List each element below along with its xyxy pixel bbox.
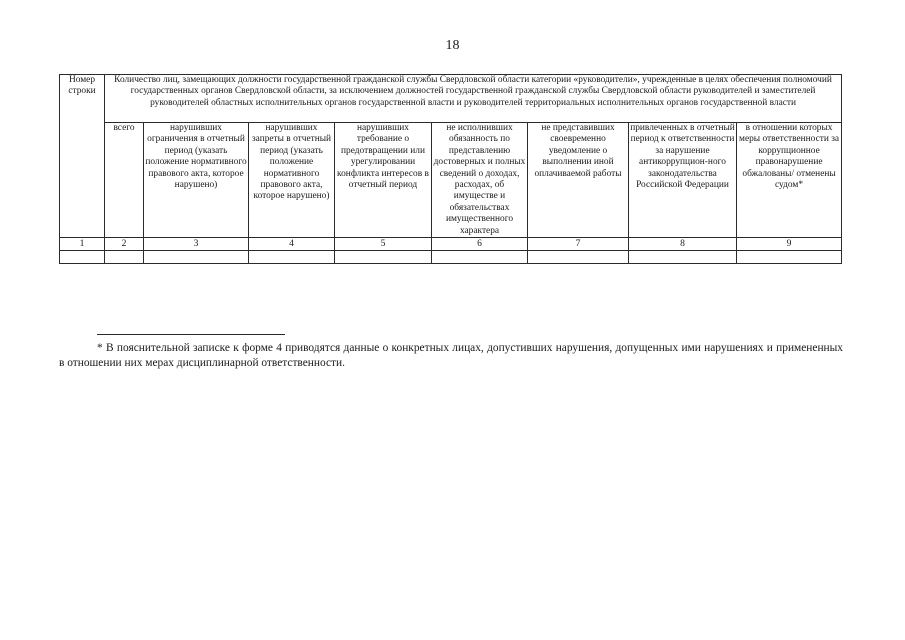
column-header-income-declaration: не исполнивших обязанность по представлению достоверных и полных сведений о доходах, расходах, об имуществе и обязательствах имущественного характера	[432, 123, 528, 238]
column-number: 9	[737, 238, 842, 251]
header-row-columns	[60, 123, 842, 238]
data-cell	[528, 251, 629, 264]
column-header-appealed: в отношении которых меры ответственности за коррупционное правонарушение обжалованы/ отменены судом*	[737, 123, 842, 238]
header-row-group	[60, 75, 842, 123]
column-header-held-liable: привлеченных в отчетный период к ответственности за нарушение антикоррупцион-ного законодательства Российской Федерации	[629, 123, 737, 238]
column-number: 8	[629, 238, 737, 251]
row-number-header: Номер строки	[60, 75, 105, 238]
data-cell	[105, 251, 144, 264]
column-number: 6	[432, 238, 528, 251]
column-number: 2	[105, 238, 144, 251]
column-number: 5	[335, 238, 432, 251]
column-header-paid-work-notice: не представивших своевременно уведомление о выполнении иной оплачиваемой работы	[528, 123, 629, 238]
column-header-prohibitions: нарушивших запреты в отчетный период (указать положение нормативного правового акта, которое нарушено)	[249, 123, 335, 238]
column-number: 3	[144, 238, 249, 251]
column-number: 1	[60, 238, 105, 251]
column-header-conflict-of-interest: нарушивших требование о предотвращении или урегулировании конфликта интересов в отчетный период	[335, 123, 432, 238]
data-cell	[629, 251, 737, 264]
page-number: 18	[445, 38, 460, 53]
data-cell	[335, 251, 432, 264]
column-header-restrictions: нарушивших ограничения в отчетный период (указать положение нормативного правового акта, которое нарушено)	[144, 123, 249, 238]
column-header-total: всего	[105, 123, 144, 238]
data-cell	[249, 251, 335, 264]
data-cell	[60, 251, 105, 264]
data-row-empty	[60, 251, 842, 264]
data-cell	[432, 251, 528, 264]
column-number: 7	[528, 238, 629, 251]
group-header: Количество лиц, замещающих должности государственной гражданской службы Свердловской области категории «руководители», учрежденные в целях обеспечения полномочий государственных органов Свердловской области, за исключением должностей государственной гражданской службы Свердловской области руководителей и заместителей руководителей областных исполнительных органов государственной власти и руководителей территориальных исполнительных органов государственной власти	[105, 75, 842, 123]
column-numbers-row	[60, 238, 842, 251]
footnote-divider	[97, 334, 285, 335]
data-cell	[144, 251, 249, 264]
column-number: 4	[249, 238, 335, 251]
report-form-table	[59, 74, 842, 264]
footnote-text: * В пояснительной записке к форме 4 приводятся данные о конкретных лицах, допустивших нарушения, допущенных ими нарушениях и примененных в отношении них мерах дисциплинарной ответственности.	[59, 342, 843, 370]
data-cell	[737, 251, 842, 264]
